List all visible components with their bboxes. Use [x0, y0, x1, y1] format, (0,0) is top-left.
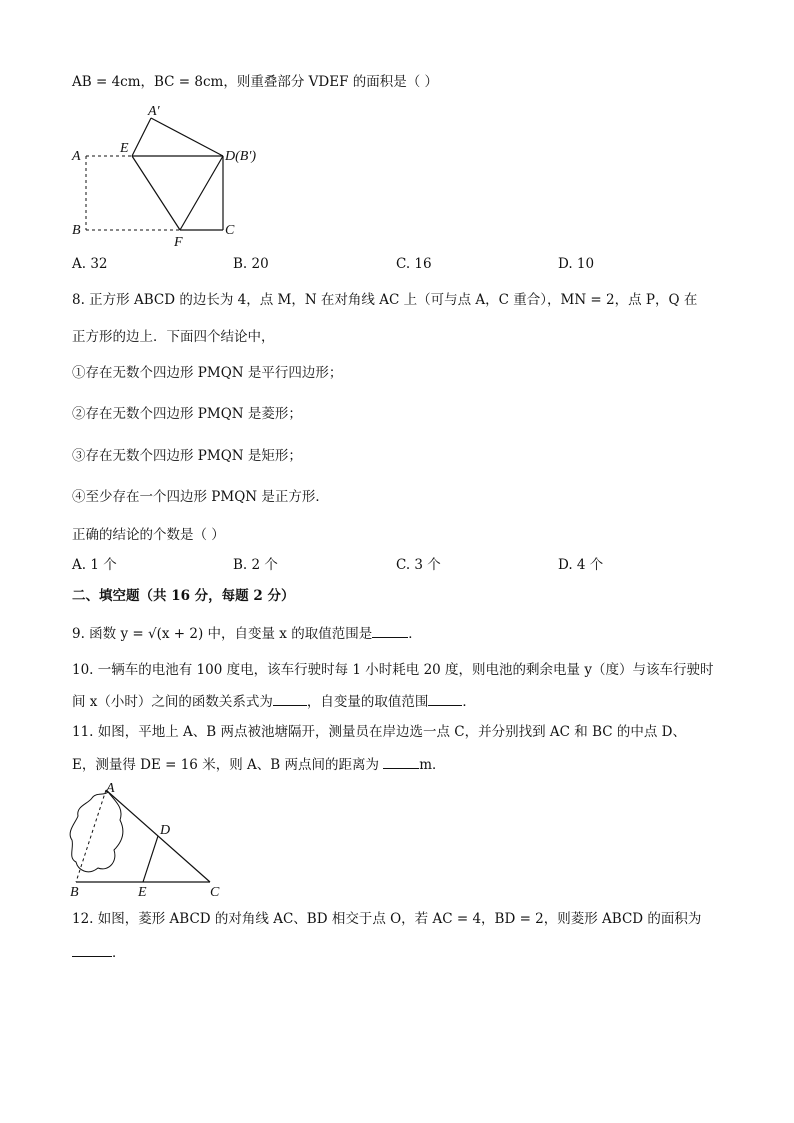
q12-line1: 12. 如图，菱形 ABCD 的对角线 AC、BD 相交于点 O，若 AC = 4，BD = 2，则菱形 ABCD 的面积为	[72, 911, 702, 927]
q8-conclusion-2: ②存在无数个四边形 PMQN 是菱形；	[72, 406, 302, 422]
q7-label-d: D(B′)	[225, 149, 257, 164]
pond-shape	[70, 792, 123, 872]
q10-line1: 10. 一辆车的电池有 100 度电，该车行驶时每 1 小时耗电 20 度，则电池的剩余电量 y（度）与该车行驶时	[72, 662, 714, 678]
q10-answer-blank-1[interactable]	[273, 691, 307, 706]
q10-answer-blank-2[interactable]	[428, 691, 462, 706]
q7-option-b: B. 20	[233, 256, 269, 272]
q11-line2: E，测量得 DE = 16 米，则 A、B 两点间的距离为 m．	[72, 754, 446, 775]
q12-line2: ．	[72, 942, 126, 963]
q11-line1: 11. 如图，平地上 A、B 两点被池塘隔开，测量员在岸边选一点 C，并分别找到 AC 和 BC 的中点 D、	[72, 724, 686, 740]
q9-line: 9. 函数 y = √(x + 2) 中，自变量 x 的取值范围是 ．	[72, 623, 422, 644]
q8-conclusion-4: ④至少存在一个四边形 PMQN 是正方形．	[72, 489, 329, 505]
q8-option-b: B. 2 个	[233, 557, 278, 573]
q9-text: 9. 函数 y = √(x + 2) 中，自变量 x 的取值范围是	[72, 626, 373, 642]
q8-line1: 8. 正方形 ABCD 的边长为 4，点 M，N 在对角线 AC 上（可与点 A，C 重合），MN = 2，点 P，Q 在	[72, 292, 698, 308]
q10-line2: 间 x（小时）之间的函数关系式为 ，自变量的取值范围 ．	[72, 691, 476, 712]
q7-option-a: A. 32	[72, 256, 108, 272]
q8-option-c: C. 3 个	[396, 557, 441, 573]
section-heading: 二、填空题（共 16 分，每题 2 分）	[72, 588, 295, 604]
q8-option-d: D. 4 个	[558, 557, 604, 573]
q8-question: 正确的结论的个数是（ ）	[72, 527, 225, 543]
q7-label-f: F	[174, 235, 183, 250]
q7-option-d: D. 10	[558, 256, 595, 272]
q7-label-a: A	[72, 149, 81, 164]
q7-label-a-prime: A′	[148, 104, 160, 119]
q7-label-e: E	[120, 141, 129, 156]
q8-line2: 正方形的边上．下面四个结论中，	[72, 329, 275, 345]
q7-text: AB = 4cm，BC = 8cm，则重叠部分 VDEF 的面积是（ ）	[72, 74, 439, 90]
q7-label-c: C	[225, 223, 235, 238]
q11-label-a: A	[106, 781, 115, 796]
q8-option-a: A. 1 个	[72, 557, 117, 573]
q7-label-b: B	[72, 223, 81, 238]
q7-figure	[60, 100, 280, 250]
q11-label-e: E	[138, 885, 147, 900]
q11-label-d: D	[160, 823, 171, 838]
q12-answer-blank[interactable]	[72, 942, 112, 957]
q11-figure	[64, 780, 234, 900]
q11-label-c: C	[210, 885, 220, 900]
q8-conclusion-3: ③存在无数个四边形 PMQN 是矩形；	[72, 448, 302, 464]
q8-conclusion-1: ①存在无数个四边形 PMQN 是平行四边形；	[72, 365, 343, 381]
q7-option-c: C. 16	[396, 256, 432, 272]
q11-answer-blank[interactable]	[383, 754, 419, 769]
q9-answer-blank[interactable]	[372, 623, 408, 638]
q11-label-b: B	[70, 885, 79, 900]
